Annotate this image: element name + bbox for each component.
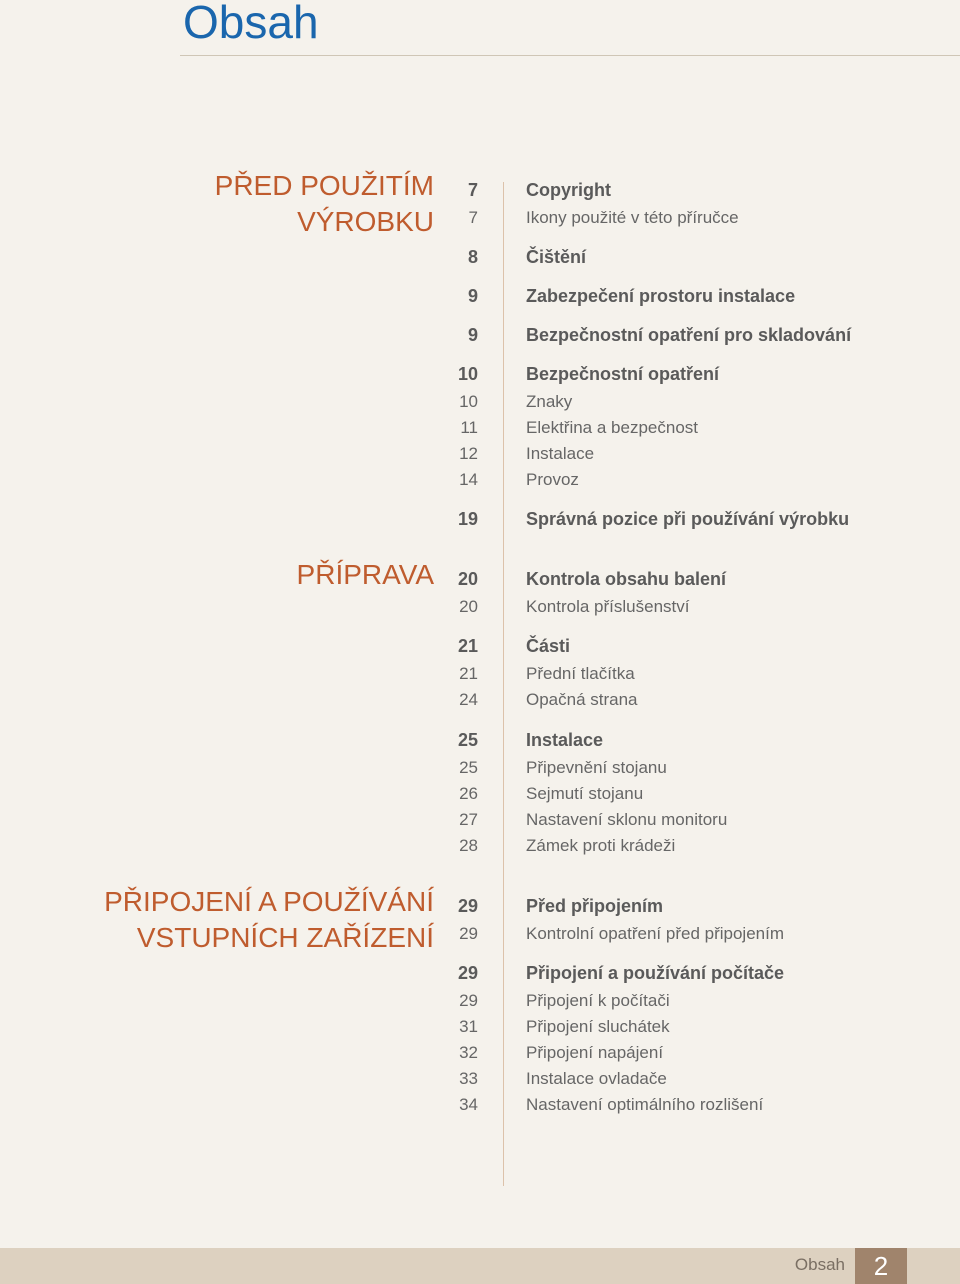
toc-entry-title: Správná pozice při používání výrobku: [526, 509, 850, 529]
toc-entry[interactable]: [0, 244, 960, 270]
toc-entry[interactable]: [0, 727, 960, 753]
toc-entry-title: Připojení napájení: [526, 1043, 664, 1062]
toc-entry-page: 11: [460, 418, 478, 437]
footer-label: Obsah: [794, 1255, 845, 1274]
toc-entry-page: 19: [457, 509, 478, 529]
toc-entry-page: 21: [457, 636, 478, 656]
toc-entry-title: Části: [526, 636, 571, 656]
toc-entry[interactable]: [0, 661, 960, 687]
toc-entry[interactable]: [0, 467, 960, 493]
toc-entry[interactable]: [0, 361, 960, 387]
section-title-line: PŘED POUŽITÍM: [214, 170, 434, 201]
section-title-line: VSTUPNÍCH ZAŘÍZENÍ: [136, 922, 434, 953]
toc-entry-title: Nastavení optimálního rozlišení: [526, 1095, 764, 1114]
toc-entry-page: 7: [467, 180, 478, 200]
toc-entry-title: Kontrolní opatření před připojením: [526, 924, 784, 943]
toc-entry-title: Čištění: [526, 247, 587, 267]
toc-entry[interactable]: [0, 988, 960, 1014]
toc-entry-page: 33: [459, 1069, 478, 1088]
toc-entry-title: Copyright: [526, 180, 611, 200]
toc-entry-page: 25: [457, 730, 478, 750]
toc-entry-title: Připevnění stojanu: [526, 758, 667, 777]
toc-entry[interactable]: [0, 415, 960, 441]
toc-entry-title: Provoz: [526, 470, 579, 489]
toc-entry[interactable]: [0, 283, 960, 309]
toc-entry-title: Před připojením: [526, 896, 664, 916]
toc-entry-title: Přední tlačítka: [526, 664, 635, 683]
toc-entry[interactable]: [0, 566, 960, 592]
toc-entry-page: 7: [468, 208, 478, 227]
toc-entry-page: 8: [467, 247, 478, 267]
toc-entry-page: 12: [459, 444, 478, 463]
toc-entry-title: Připojení k počítači: [526, 991, 670, 1010]
toc-entry-title: Instalace: [526, 444, 595, 463]
toc-entry-title: Instalace ovladače: [526, 1069, 667, 1088]
toc-entry-title: Bezpečnostní opatření pro skladování: [526, 325, 852, 345]
toc-entry-title: Sejmutí stojanu: [526, 784, 644, 803]
toc-entry[interactable]: [0, 1066, 960, 1092]
toc-entry-page: 24: [459, 690, 478, 709]
toc-entry-title: Znaky: [526, 392, 573, 411]
toc-entry[interactable]: [0, 1092, 960, 1118]
toc-entry-title: Zabezpečení prostoru instalace: [526, 286, 796, 306]
toc-entry-title: Nastavení sklonu monitoru: [526, 810, 728, 829]
toc-entry-page: 32: [459, 1043, 478, 1062]
toc-entry-page: 9: [467, 286, 478, 306]
toc-entry-page: 34: [459, 1095, 478, 1114]
toc-entry-page: 21: [459, 664, 478, 683]
toc-entry[interactable]: [0, 781, 960, 807]
section-title-line: PŘIPOJENÍ A POUŽÍVÁNÍ: [104, 886, 434, 917]
page-title: Obsah: [183, 0, 319, 48]
toc-entry-page: 10: [459, 392, 478, 411]
toc-entry[interactable]: [0, 921, 960, 947]
toc-entry-page: 29: [457, 896, 478, 916]
toc-entry-page: 14: [459, 470, 478, 489]
section-title-line: VÝROBKU: [297, 206, 434, 237]
toc-entry[interactable]: [0, 893, 960, 919]
toc-entry-page: 10: [457, 364, 478, 384]
toc-entry[interactable]: [0, 807, 960, 833]
toc-entry-page: 27: [459, 810, 478, 829]
toc-entry-page: 26: [459, 784, 478, 803]
toc-entry-page: 31: [459, 1017, 478, 1036]
toc-entry-title: Elektřina a bezpečnost: [526, 418, 698, 437]
toc-entry-title: Kontrola příslušenství: [526, 597, 690, 616]
toc-entry[interactable]: [0, 506, 960, 532]
toc-entry-title: Opačná strana: [526, 690, 638, 709]
toc-entry[interactable]: [0, 687, 960, 713]
toc-entry-title: Připojení a používání počítače: [526, 963, 785, 983]
toc-entry-page: 25: [459, 758, 478, 777]
toc-entry-title: Bezpečnostní opatření: [526, 364, 720, 384]
toc-entry-page: 20: [459, 597, 478, 616]
toc-entry-page: 29: [457, 963, 478, 983]
toc-entry[interactable]: [0, 633, 960, 659]
toc-entry-title: Zámek proti krádeži: [526, 836, 676, 855]
toc-entry[interactable]: [0, 177, 960, 203]
toc-entry[interactable]: [0, 755, 960, 781]
toc-entry-page: 28: [459, 836, 478, 855]
toc-entry-title: Ikony použité v této příručce: [526, 208, 739, 227]
toc-entry[interactable]: [0, 1014, 960, 1040]
toc-entry-page: 9: [467, 325, 478, 345]
toc-entry[interactable]: [0, 960, 960, 986]
toc-entry-title: Instalace: [526, 730, 604, 750]
toc-entry-page: 29: [459, 924, 478, 943]
toc-entry[interactable]: [0, 389, 960, 415]
toc-entry[interactable]: [0, 1040, 960, 1066]
toc-entry-title: Kontrola obsahu balení: [526, 569, 727, 589]
toc-entry[interactable]: [0, 594, 960, 620]
toc-entry[interactable]: [0, 205, 960, 231]
toc-entry[interactable]: [0, 833, 960, 859]
toc-entry-page: 29: [459, 991, 478, 1010]
toc-entry[interactable]: [0, 441, 960, 467]
toc-entry[interactable]: [0, 322, 960, 348]
toc-entry-page: 20: [457, 569, 478, 589]
toc-entry-title: Připojení sluchátek: [526, 1017, 670, 1036]
footer-page-number: 2: [855, 1248, 907, 1284]
section-title-line: PŘÍPRAVA: [296, 559, 434, 590]
